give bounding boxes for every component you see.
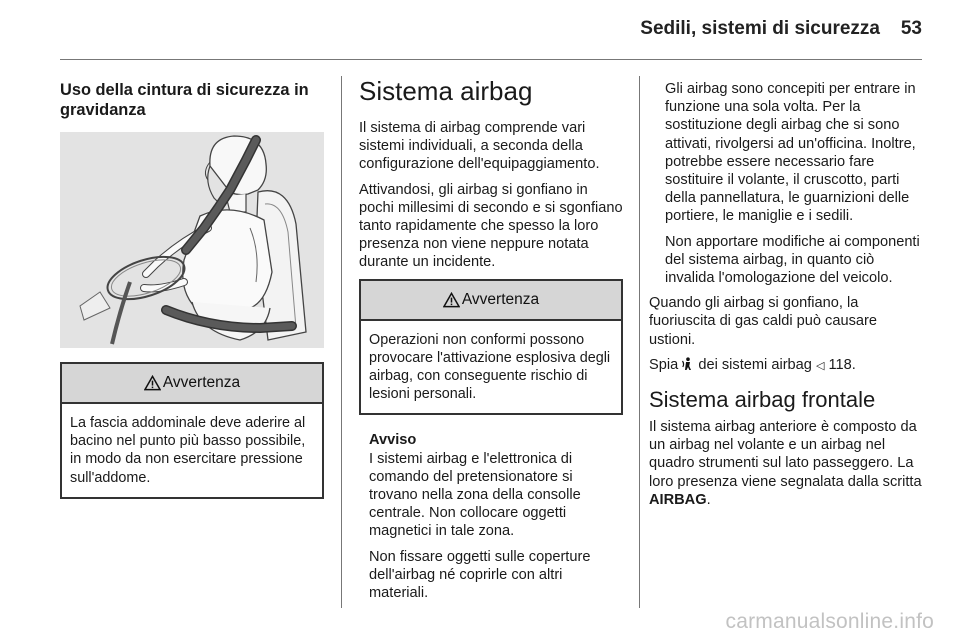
watermark-text: carmanualsonline.info	[725, 610, 934, 633]
section-heading-pregnancy: Uso della cintura di sicurezza in gravidanza	[60, 81, 309, 119]
paragraph-airbag-single-use: Gli airbag sono concepiti per entrare in funzione una sola volta. Per la sostituzione degli airbag che si sono attivati, rivolgersi ad un'officina. Inoltre, potrebbe essere necessario fare sostituire il volante, il cruscotto, parti della pannellatura, le guarnizioni delle portiere, le maniglie e i sedili.	[665, 81, 916, 225]
column-divider-right	[639, 76, 640, 608]
paragraph-airbag-lamp	[649, 356, 923, 375]
note-title: Avviso	[369, 432, 417, 449]
note-paragraph-covers: Non fissare oggetti sulle coperture dell'airbag né coprirle con altri materiali.	[369, 548, 591, 602]
warning-box-header	[62, 364, 322, 404]
warning-label: Avvertenza	[162, 373, 241, 391]
section-heading-front-airbag: Sistema airbag frontale	[649, 387, 876, 413]
warning-label: Avvertenza	[461, 290, 540, 308]
paragraph-airbag-inflation: Attivandosi, gli airbag si gonfiano in pochi millesimi di secondo e si sgonfiano tanto rapidamente che spesso la loro presenza non viene neppure notata durante un incidente.	[359, 181, 623, 271]
column-divider-left	[341, 76, 342, 608]
warning-text: Operazioni non conformi possono provocare l'attivazione esplosiva degli airbag, con conseguente rischio di lesioni personali.	[369, 331, 611, 403]
airbag-warning-lamp-icon	[682, 357, 694, 371]
front-airbag-text: Il sistema airbag anteriore è composto da un airbag nel volante e un airbag nel quadro strumenti sul lato passeggero. La loro presenza viene segnalata dalla scritta	[649, 419, 922, 490]
note-paragraph-electronics: I sistemi airbag e l'elettronica di comando del pretensionatore si trovano nella zona della consolle centrale. Non collocare oggetti magnetici in tale zona.	[369, 450, 581, 540]
running-header-title: Sedili, sistemi di sicurezza	[640, 18, 880, 39]
column-left	[60, 80, 324, 499]
column-middle	[359, 76, 623, 609]
lamp-prefix: Spia	[649, 356, 679, 373]
warning-triangle-icon	[443, 292, 460, 308]
warning-triangle-icon	[144, 375, 161, 391]
paragraph-front-airbag	[649, 418, 923, 509]
section-heading-airbag-system: Sistema airbag	[359, 76, 533, 106]
pregnant-driver-seatbelt-illustration	[60, 132, 324, 348]
paragraph-airbag-intro: Il sistema di airbag comprende vari sistemi individuali, a seconda della configurazione dell'equipaggiamento.	[359, 120, 600, 173]
paragraph-no-modifications: Non apportare modifiche ai componenti del sistema airbag, in quanto ciò invalida l'omologazione del veicolo.	[665, 233, 920, 287]
page-reference-arrow-icon: ◁	[815, 359, 825, 372]
paragraph-hot-gas: Quando gli airbag si gonfiano, la fuoriuscita di gas caldi può causare ustioni.	[649, 295, 877, 348]
warning-box-pregnancy	[60, 362, 324, 499]
lamp-suffix: dei sistemi airbag	[698, 356, 812, 373]
warning-box-header	[361, 281, 621, 321]
header-rule	[60, 59, 922, 60]
page-reference-link[interactable]: 118.	[828, 356, 856, 373]
airbag-label-text: AIRBAG	[649, 491, 707, 508]
column-right	[649, 80, 923, 516]
warning-text: La fascia addominale deve aderire al bacino nel punto più basso possibile, in modo da non esercitare pressione sull'addome.	[70, 415, 306, 486]
page-number: 53	[900, 18, 922, 39]
sentence-end: .	[706, 491, 711, 508]
warning-box-airbag	[359, 279, 623, 416]
